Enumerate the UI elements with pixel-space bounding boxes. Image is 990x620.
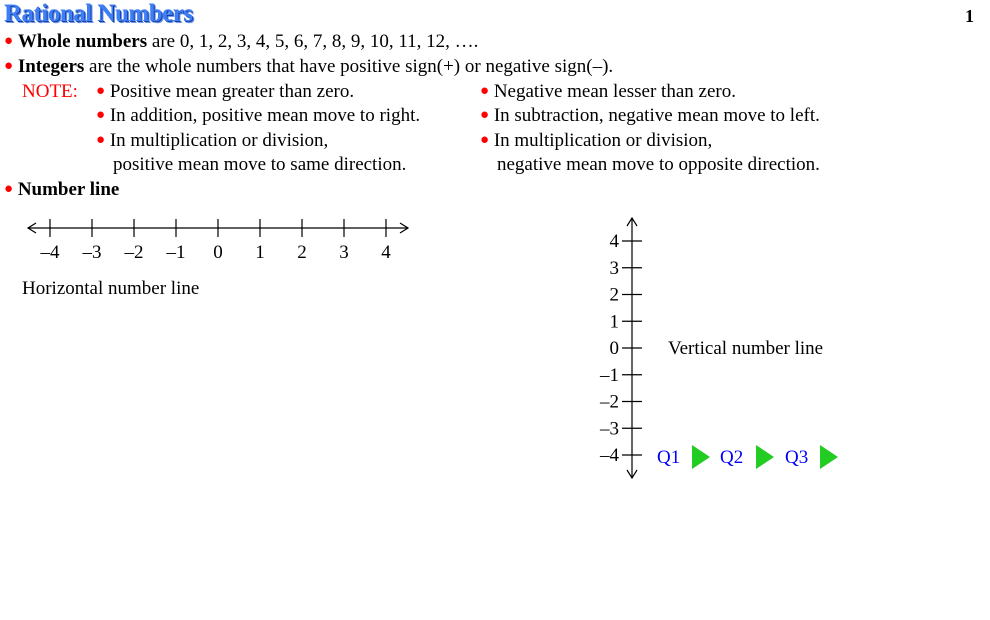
vertical-tick-label: 3 — [609, 257, 619, 279]
whole-numbers-term: Whole numbers — [17, 31, 148, 52]
bullet-icon: ● — [480, 83, 490, 99]
negative-note-3: ● In multiplication or division, — [480, 130, 713, 151]
integers-line — [4, 56, 613, 78]
vertical-tick-label: 4 — [609, 231, 619, 252]
vertical-number-line — [590, 212, 650, 484]
bullet-icon: ● — [96, 107, 106, 123]
whole-numbers-line — [4, 31, 478, 53]
horizontal-tick-label: 1 — [255, 242, 265, 263]
bullet-icon: ● — [4, 181, 14, 197]
page-title: Rational Numbers — [4, 0, 193, 27]
bullet-icon: ● — [480, 107, 490, 123]
vertical-tick-label: –1 — [600, 364, 619, 386]
q2-link[interactable]: Q2 — [720, 447, 744, 468]
q3-play-icon[interactable] — [820, 445, 838, 469]
horizontal-tick-label: –1 — [166, 242, 186, 263]
horizontal-tick-label: –4 — [40, 242, 60, 263]
negative-note-1: ● Negative mean lesser than zero. — [480, 81, 736, 102]
negative-note-3-cont: negative mean move to opposite direction. — [497, 154, 820, 175]
vertical-tick-label: 2 — [609, 284, 619, 306]
note-label: NOTE: — [22, 81, 78, 102]
bullet-icon: ● — [4, 33, 14, 49]
vertical-tick-label: 1 — [609, 311, 619, 333]
q1-link[interactable]: Q1 — [657, 447, 681, 468]
vertical-tick-label: 0 — [609, 338, 619, 359]
horizontal-tick-label: 3 — [339, 242, 349, 263]
horizontal-tick-label: 0 — [213, 242, 223, 263]
q2-play-icon[interactable] — [756, 445, 774, 469]
bullet-icon: ● — [96, 83, 106, 99]
number-line-heading: ● Number line — [4, 179, 120, 200]
vertical-caption: Vertical number line — [668, 338, 824, 359]
vertical-tick-label: –4 — [600, 445, 619, 466]
whole-numbers-text: are 0, 1, 2, 3, 4, 5, 6, 7, 8, 9, 10, 11, 12, …. — [147, 31, 479, 52]
horizontal-tick-label: 2 — [297, 242, 307, 263]
integers-text: are the whole numbers that have positive sign(+) or negative sign(–). — [84, 56, 614, 77]
positive-note-3: ● In multiplication or division, — [96, 130, 329, 151]
q1-play-icon[interactable] — [692, 445, 710, 469]
vertical-tick-label: –3 — [600, 418, 619, 440]
positive-note-1: ● Positive mean greater than zero. — [96, 81, 355, 102]
q3-link[interactable]: Q3 — [785, 447, 809, 468]
horizontal-caption: Horizontal number line — [22, 278, 200, 299]
horizontal-number-line — [0, 210, 430, 270]
positive-note-2: ● In addition, positive mean move to right. — [96, 105, 421, 126]
positive-note-3-cont: positive mean move to same direction. — [113, 154, 407, 175]
horizontal-tick-label: –3 — [82, 242, 102, 263]
integers-term: Integers — [17, 56, 85, 77]
horizontal-tick-label: –2 — [124, 242, 144, 263]
page-number: 1 — [965, 6, 974, 26]
bullet-icon: ● — [480, 132, 490, 148]
negative-note-2: ● In subtraction, negative mean move to left. — [480, 105, 820, 126]
vertical-tick-label: –2 — [600, 391, 619, 413]
bullet-icon: ● — [96, 132, 106, 148]
bullet-icon: ● — [4, 58, 14, 74]
horizontal-tick-label: 4 — [381, 242, 391, 263]
